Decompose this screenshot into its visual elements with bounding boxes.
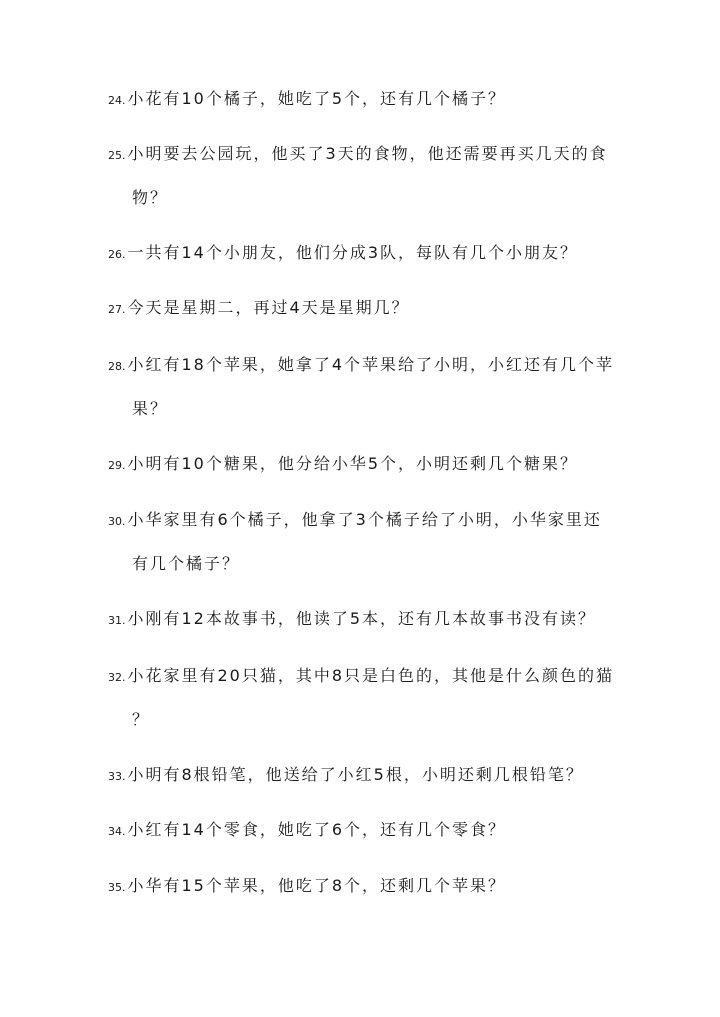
question-number: 26. [108, 248, 126, 261]
question-number: 29. [108, 459, 126, 472]
question-number: 33. [108, 770, 126, 783]
question-number: 30. [108, 515, 126, 528]
question-number: 28. [108, 360, 126, 373]
question-line [108, 666, 614, 688]
question-line [108, 609, 596, 631]
question-line-continued [132, 710, 150, 730]
question-text: 小刚有12本故事书，他读了5本，还有几本故事书没有读？ [127, 609, 597, 628]
question-text: 小花家里有20只猫，其中8只是白色的，其他是什么颜色的猫 [127, 666, 615, 685]
question-line [108, 243, 578, 265]
question-line-continued [132, 399, 168, 419]
question-text: 小华有15个苹果，他吃了8个，还剩几个苹果？ [127, 876, 507, 895]
question-text: 有几个橘子？ [132, 554, 241, 573]
question-text: 今天是星期二，再过4天是星期几？ [127, 298, 410, 317]
question-line [108, 454, 578, 476]
question-line [108, 765, 584, 787]
question-line [108, 876, 506, 898]
question-line [108, 298, 410, 320]
question-number: 34. [108, 825, 126, 838]
question-text: 小红有18个苹果，她拿了4个苹果给了小明，小红还有几个苹 [127, 355, 615, 374]
question-text: 小明要去公园玩，他买了3天的食物，他还需要再买几天的食 [127, 144, 608, 163]
question-text: ？ [132, 710, 151, 729]
question-text: 小红有14个零食，她吃了6个，还有几个零食？ [127, 820, 507, 839]
question-text: 小明有10个糖果，他分给小华5个，小明还剩几个糖果？ [127, 454, 579, 473]
question-line-continued [132, 188, 168, 208]
question-line [108, 510, 602, 532]
question-line [108, 144, 608, 166]
question-number: 32. [108, 671, 126, 684]
question-line [108, 355, 614, 377]
question-text: 小花有10个橘子，她吃了5个，还有几个橘子？ [127, 89, 507, 108]
question-line [108, 89, 506, 111]
question-line-continued [132, 554, 240, 574]
question-text: 果？ [132, 399, 169, 418]
question-text: 小华家里有6个橘子，他拿了3个橘子给了小明，小华家里还 [127, 510, 602, 529]
question-number: 24. [108, 94, 126, 107]
question-number: 27. [108, 303, 126, 316]
question-number: 35. [108, 881, 126, 894]
question-text: 一共有14个小朋友，他们分成3队，每队有几个小朋友？ [127, 243, 579, 262]
question-text: 物？ [132, 188, 169, 207]
question-number: 25. [108, 149, 126, 162]
question-line [108, 820, 506, 842]
question-text: 小明有8根铅笔，他送给了小红5根，小明还剩几根铅笔？ [127, 765, 584, 784]
question-number: 31. [108, 614, 126, 627]
